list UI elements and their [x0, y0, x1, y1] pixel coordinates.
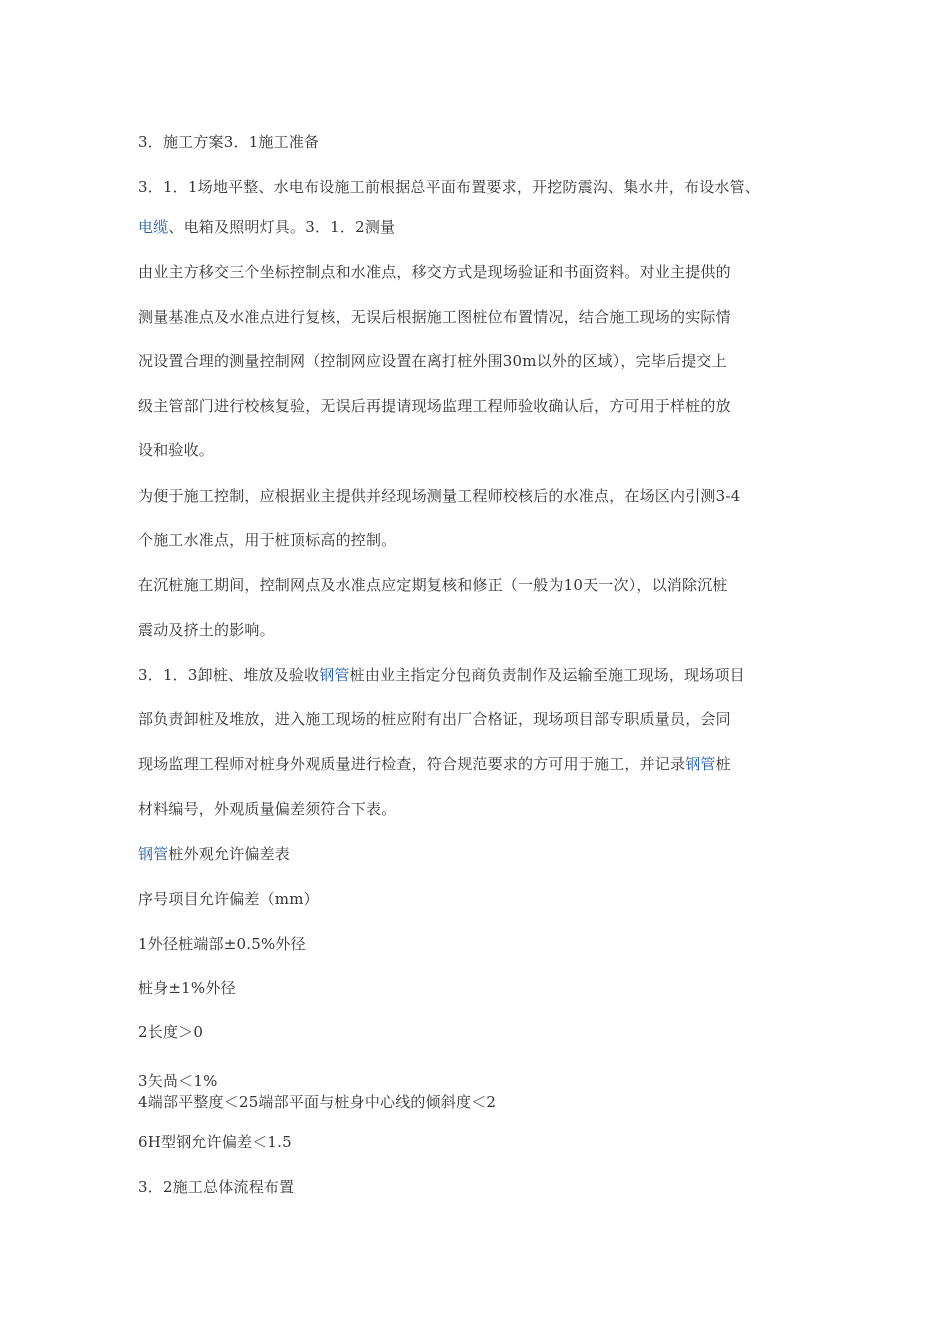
heading-construction-plan: 3．施工方案3．1施工准备 — [138, 133, 320, 151]
paragraph-survey-line-3: 况设置合理的测量控制网（控制网应设置在离打桩外围30m以外的区域），完毕后提交上 — [138, 352, 727, 370]
text-run: 桩 — [715, 755, 731, 773]
table-row-outer-diameter: 1外径桩端部±0.5%外径 — [138, 935, 306, 953]
link-steel-pipe[interactable]: 钢管 — [685, 755, 716, 773]
paragraph-unloading-line-1 — [138, 665, 745, 685]
table-row-pile-body: 桩身±1%外径 — [138, 979, 236, 997]
paragraph-unloading-line-3 — [138, 754, 731, 774]
paragraph-control-line-2: 震动及挤土的影响。 — [138, 621, 275, 639]
paragraph-survey-line-5: 设和验收。 — [138, 441, 215, 459]
table-row-end-flatness: 4端部平整度＜25端部平面与桩身中心线的倾斜度＜2 — [138, 1093, 497, 1111]
paragraph-benchmark-line-1: 为便于施工控制，应根据业主提供并经现场测量工程师校核后的水准点，在场区内引测3-4 — [138, 487, 741, 505]
text-run: 现场监理工程师对桩身外观质量进行检查，符合规范要求的方可用于施工，并记录 — [138, 755, 686, 773]
paragraph-benchmark-line-2: 个施工水准点，用于桩顶标高的控制。 — [138, 531, 397, 549]
paragraph-site-leveling-cont — [138, 217, 395, 237]
paragraph-survey-line-2: 测量基准点及水准点进行复核，无误后根据施工图桩位布置情况，结合施工现场的实际情 — [138, 308, 731, 326]
table-row-h-steel: 6H型钢允许偏差＜1.5 — [138, 1133, 292, 1151]
table-row-length: 2长度＞0 — [138, 1023, 204, 1041]
table-row-sag: 3矢咼＜1% — [138, 1072, 218, 1090]
text-run: 桩由业主指定分包商负责制作及运输至施工现场，现场项目 — [349, 666, 745, 684]
paragraph-unloading-line-2: 部负责卸桩及堆放，进入施工现场的桩应附有出厂合格证，现场项目部专职质量员，会同 — [138, 710, 731, 728]
paragraph-survey-line-4: 级主管部门进行校核复验，无误后再提请现场监理工程师验收确认后，方可用于样桩的放 — [138, 397, 731, 415]
link-steel-pipe[interactable]: 钢管 — [138, 845, 169, 863]
paragraph-survey-line-1: 由业主方移交三个坐标控制点和水准点，移交方式是现场验证和书面资料。对业主提供的 — [138, 263, 731, 281]
link-steel-pipe[interactable]: 钢管 — [319, 666, 350, 684]
table-title — [138, 844, 290, 864]
table-header-row: 序号项目允许偏差（mm） — [138, 890, 319, 908]
text-run: 桩外观允许偏差表 — [168, 845, 291, 863]
paragraph-unloading-line-4: 材料编号，外观质量偏差须符合下表。 — [138, 800, 397, 818]
text-run: 、电箱及照明灯具。3．1．2测量 — [168, 218, 396, 236]
text-run: 3．1．3卸桩、堆放及验收 — [138, 666, 320, 684]
link-cable[interactable]: 电缆 — [138, 218, 169, 236]
heading-overall-flow: 3．2施工总体流程布置 — [138, 1178, 295, 1196]
paragraph-control-line-1: 在沉桩施工期间，控制网点及水准点应定期复核和修正（一般为10天一次），以消除沉桩 — [138, 576, 728, 594]
paragraph-site-leveling: 3．1．1场地平整、水电布设施工前根据总平面布置要求，开挖防震沟、集水井，布设水管、 — [138, 178, 761, 196]
